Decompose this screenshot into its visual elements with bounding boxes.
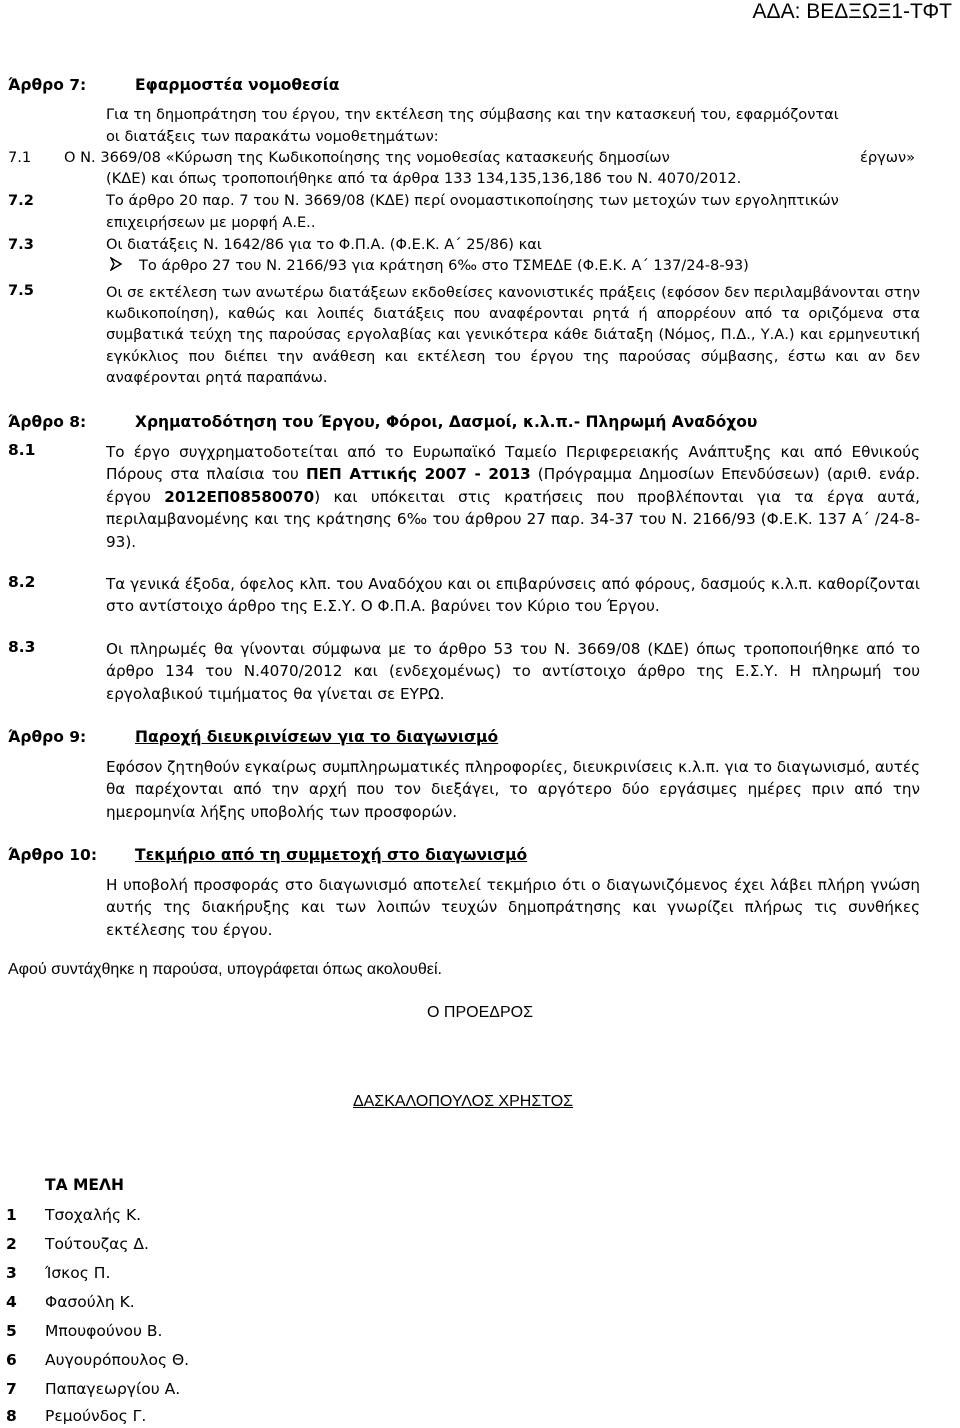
article-10-title: Τεκμήριο από τη συμμετοχή στο διαγωνισμό [135, 846, 528, 864]
paragraph-7-1-text: Ο Ν. 3669/08 «Κύρωση της Κωδικοποίησης της νομοθεσίας κατασκευής δημοσίων [64, 149, 670, 166]
paragraph-8-3-text: Οι πληρωμές θα γίνονται σύμφωνα με το άρθρο 53 του Ν. 3669/08 (ΚΔΕ) όπως τροποποιήθηκε από το άρθρο 134 του Ν.4070/2012 και (ενδεχομένως) το αντίστοιχο άρθρο της Ε.Σ.Υ. Η πληρωμή του εργολαβικού τιμήματος θα γίνεται σε ΕΥΡΩ. [106, 640, 920, 703]
arrow-bullet-icon [110, 257, 122, 275]
article-7-intro-line2: οι διατάξεις των παρακάτω νομοθετημάτων: [106, 128, 439, 145]
article-7-title: Εφαρμοστέα νομοθεσία [135, 76, 340, 94]
article-10-label: Άρθρο 10: [8, 846, 98, 864]
paragraph-7-2-text: Το άρθρο 20 παρ. 7 του Ν. 3669/08 (ΚΔΕ) περί ονομαστικοποίησης των μετοχών των εργοληπτικών [106, 192, 839, 209]
ada-header: ΑΔΑ: ΒΕΔΞΩΞ1-ΤΦΤ [752, 0, 952, 23]
paragraph-7-5-number: 7.5 [8, 282, 34, 299]
paragraph-7-2-number: 7.2 [8, 192, 34, 209]
member-number: 7 [6, 1380, 17, 1398]
member-name: Ρεμούνδος Γ. [45, 1407, 147, 1425]
paragraph-8-3-number: 8.3 [8, 638, 36, 656]
program-name: ΠΕΠ Αττικής 2007 - 2013 [305, 465, 531, 484]
article-7-label: Άρθρο 7: [8, 76, 87, 94]
member-name: Μπουφούνου Β. [45, 1322, 163, 1340]
member-name: Παπαγεωργίου Α. [45, 1380, 181, 1398]
member-name: Τούτουζας Δ. [45, 1235, 149, 1253]
member-number: 1 [6, 1206, 17, 1224]
president-title: Ο ΠΡΟΕΔΡΟΣ [427, 1004, 533, 1021]
paragraph-8-1-text: Το έργο συγχρηματοδοτείται από το Ευρωπαϊκό Ταμείο Περιφερειακής Ανάπτυξης και από Εθνικούς Πόρους στα πλαίσια του ΠΕΠ Αττικής 2007 - 2013 (Πρόγραμμα Δημοσίων Επενδύσεων) (αριθ. ενάρ. έργου 2012ΕΠ08580070) και υπόκειται στις κρατήσεις που προβλέπονται για τα έργα αυτά, περιλαμβανομένης και της κράτησης 6‰ του άρθρου 27 παρ. 34-37 του Ν. 2166/93 (Φ.Ε.Κ. 137 Α΄ /24-8-93). [106, 443, 920, 551]
member-name: Τσοχαλής Κ. [45, 1206, 142, 1224]
article-8-title: Χρηματοδότηση του Έργου, Φόροι, Δασμοί, κ.λ.π.- Πληρωμή Αναδόχου [135, 413, 758, 431]
member-number: 2 [6, 1235, 17, 1253]
member-number: 8 [6, 1407, 17, 1425]
paragraph-8-2-text: Τα γενικά έξοδα, όφελος κλπ. του Αναδόχου και οι επιβαρύνσεις από φόρους, δασμούς κ.λ.π. καθορίζονται στο αντίστοιχο άρθρο της Ε.Σ.Υ. Ο Φ.Π.Α. βαρύνει τον Κύριο του Έργου. [106, 575, 920, 616]
paragraph-7-1-number: 7.1 [8, 149, 32, 166]
president-name: ΔΑΣΚΑΛΟΠΟΥΛΟΣ ΧΡΗΣΤΟΣ [352, 1093, 574, 1110]
article-10-text: Η υποβολή προσφοράς στο διαγωνισμό αποτελεί τεκμήριο ότι ο διαγωνιζόμενος έχει λάβει πλήρη γνώση αυτής της διακήρυξης και των λοιπών τευχών δημοπράτησης και γνωρίζει πλήρως τις συνθήκες εκτέλεσης του έργου. [106, 876, 920, 939]
member-number: 6 [6, 1351, 17, 1369]
member-number: 3 [6, 1264, 17, 1282]
member-name: Φασούλη Κ. [45, 1293, 135, 1311]
signing-statement: Αφού συντάχθηκε η παρούσα, υπογράφεται όπως ακολουθεί. [8, 961, 442, 978]
project-code: 2012ΕΠ08580070 [164, 487, 315, 506]
paragraph-7-3-text: Οι διατάξεις Ν. 1642/86 για το Φ.Π.Α. (Φ.Ε.Κ. Α΄ 25/86) και [106, 236, 542, 253]
article-9-label: Άρθρο 9: [8, 728, 87, 746]
article-8-label: Άρθρο 8: [8, 413, 87, 431]
members-title: ΤΑ ΜΕΛΗ [45, 1176, 124, 1194]
article-9-title: Παροχή διευκρινίσεων για το διαγωνισμό [135, 728, 499, 746]
paragraph-7-5-text: Οι σε εκτέλεση των ανωτέρω διατάξεων εκδοθείσες κανονιστικές πράξεις (εφόσον δεν περιλαμβάνονται στην κωδικοποίηση), καθώς και λοιπές διατάξεις που αναφέρονται ρητά ή απορρέουν από τα οριζόμενα στα συμβατικά τεύχη της παρούσας εργολαβίας και γενικότερα κάθε διάταξη (Νόμος, Π.Δ., Υ.Α.) και ερμηνευτική εγκύκλιος που διέπει την ανάθεση και εκτέλεση του έργου της παρούσας σύμβασης, έστω και αν δεν αναφέρονται ρητά παραπάνω. [106, 284, 920, 386]
member-number: 5 [6, 1322, 17, 1340]
paragraph-7-3-bullet-text: Το άρθρο 27 του Ν. 2166/93 για κράτηση 6‰ στο ΤΣΜΕΔΕ (Φ.Ε.Κ. Α΄ 137/24-8-93) [139, 257, 749, 274]
member-number: 4 [6, 1293, 17, 1311]
paragraph-7-1-text-line2: (ΚΔΕ) και όπως τροποποιήθηκε από τα άρθρα 133 134,135,136,186 του Ν. 4070/2012. [106, 170, 742, 187]
article-9-text: Εφόσον ζητηθούν εγκαίρως συμπληρωματικές πληροφορίες, διευκρινίσεις κ.λ.π. για το διαγωνισμό, αυτές θα παρέχονται από την αρχή που τον διεξάγει, το αργότερο δύο εργάσιμες ημέρες πριν από την ημερομηνία λήξης υποβολής των προσφορών. [106, 758, 920, 821]
paragraph-8-1-number: 8.1 [8, 441, 36, 459]
member-name: Ίσκος Π. [45, 1264, 111, 1282]
member-name: Αυγουρόπουλος Θ. [45, 1351, 190, 1369]
paragraph-7-1-text-end: έργων» [860, 149, 916, 166]
article-7-intro-line1: Για τη δημοπράτηση του έργου, την εκτέλεση της σύμβασης και την κατασκευή του, εφαρμόζονται [106, 106, 839, 123]
paragraph-7-2-text-line2: επιχειρήσεων με μορφή Α.Ε.. [106, 214, 316, 231]
paragraph-8-2-number: 8.2 [8, 573, 36, 591]
paragraph-7-3-number: 7.3 [8, 236, 34, 253]
